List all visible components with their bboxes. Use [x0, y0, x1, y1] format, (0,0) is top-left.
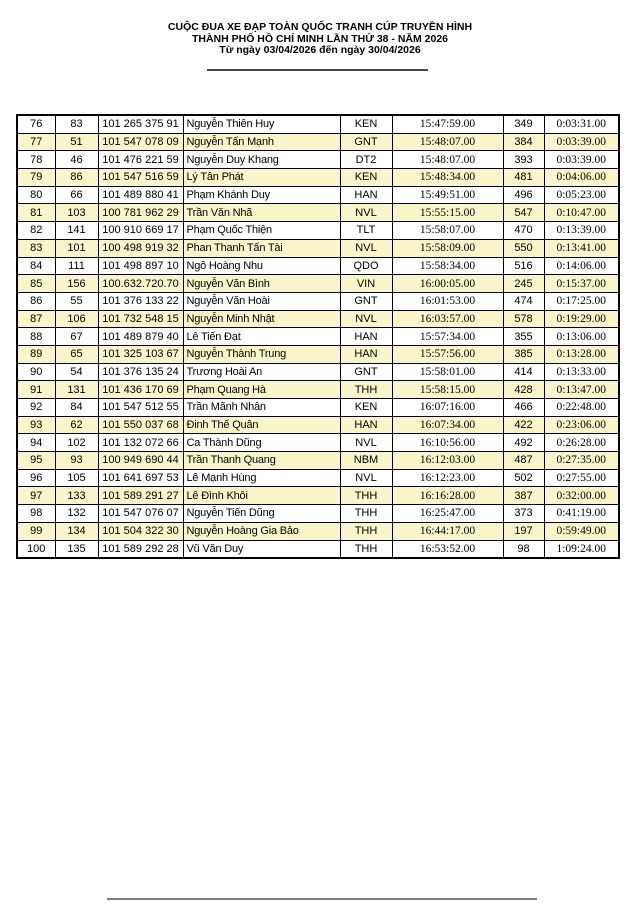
- rider-name-cell: Nguyễn Tấn Mạnh: [183, 133, 340, 151]
- rank-cell: 90: [17, 363, 55, 381]
- team-code-cell: NBM: [340, 452, 392, 470]
- team-code-cell: KEN: [340, 399, 392, 417]
- bib-number-cell: 131: [55, 381, 98, 399]
- uci-id-cell: 101 376 135 24: [98, 363, 183, 381]
- points-cell: 349: [503, 115, 544, 133]
- uci-id-cell: 101 589 291 27: [98, 487, 183, 505]
- bib-number-cell: 135: [55, 540, 98, 558]
- table-row: [17, 363, 619, 381]
- bib-number-cell: 101: [55, 239, 98, 257]
- rider-name-cell: Nguyễn Tiến Dũng: [183, 505, 340, 523]
- table-row: [17, 328, 619, 346]
- table-row: [17, 345, 619, 363]
- rank-cell: 91: [17, 381, 55, 399]
- bib-number-cell: 103: [55, 204, 98, 222]
- rank-cell: 84: [17, 257, 55, 275]
- time-gap-cell: 0:26:28.00: [544, 434, 619, 452]
- team-code-cell: HAN: [340, 328, 392, 346]
- time-gap-cell: 1:09:24.00: [544, 540, 619, 558]
- points-cell: 550: [503, 239, 544, 257]
- rank-cell: 96: [17, 469, 55, 487]
- table-row: [17, 487, 619, 505]
- uci-id-cell: 101 325 103 67: [98, 345, 183, 363]
- table-row: [17, 540, 619, 558]
- uci-id-cell: 100 781 962 29: [98, 204, 183, 222]
- finish-time-cell: 16:07:34.00: [392, 416, 503, 434]
- time-gap-cell: 0:41:19.00: [544, 505, 619, 523]
- rider-name-cell: Phạm Quốc Thiện: [183, 222, 340, 240]
- team-code-cell: KEN: [340, 115, 392, 133]
- table-row: [17, 133, 619, 151]
- points-cell: 414: [503, 363, 544, 381]
- points-cell: 387: [503, 487, 544, 505]
- finish-time-cell: 15:58:15.00: [392, 381, 503, 399]
- bib-number-cell: 54: [55, 363, 98, 381]
- team-code-cell: QDO: [340, 257, 392, 275]
- points-cell: 578: [503, 310, 544, 328]
- points-cell: 393: [503, 151, 544, 169]
- finish-time-cell: 16:12:03.00: [392, 452, 503, 470]
- rank-cell: 95: [17, 452, 55, 470]
- finish-time-cell: 15:57:34.00: [392, 328, 503, 346]
- uci-id-cell: 101 376 133 22: [98, 292, 183, 310]
- rank-cell: 97: [17, 487, 55, 505]
- rank-cell: 78: [17, 151, 55, 169]
- points-cell: 245: [503, 275, 544, 293]
- rider-name-cell: Ngô Hoàng Nhu: [183, 257, 340, 275]
- team-code-cell: GNT: [340, 292, 392, 310]
- uci-id-cell: 101 498 897 10: [98, 257, 183, 275]
- finish-time-cell: 16:03:57.00: [392, 310, 503, 328]
- table-row: [17, 222, 619, 240]
- uci-id-cell: 101 589 292 28: [98, 540, 183, 558]
- bib-number-cell: 62: [55, 416, 98, 434]
- bib-number-cell: 133: [55, 487, 98, 505]
- time-gap-cell: 0:19:29.00: [544, 310, 619, 328]
- rider-name-cell: Nguyễn Văn Bình: [183, 275, 340, 293]
- time-gap-cell: 0:13:39.00: [544, 222, 619, 240]
- race-title-line-2: THÀNH PHỐ HỒ CHÍ MINH LẦN THỨ 38 - NĂM 2026: [191, 32, 449, 45]
- rank-cell: 93: [17, 416, 55, 434]
- points-cell: 384: [503, 133, 544, 151]
- rider-name-cell: Lê Mạnh Hùng: [183, 469, 340, 487]
- uci-id-cell: 101 547 078 09: [98, 133, 183, 151]
- table-row: [17, 239, 619, 257]
- table-row: [17, 416, 619, 434]
- time-gap-cell: 0:13:41.00: [544, 239, 619, 257]
- table-row: [17, 292, 619, 310]
- rider-name-cell: Nguyễn Thiên Huy: [183, 115, 340, 133]
- table-row: [17, 169, 619, 187]
- finish-time-cell: 16:12:23.00: [392, 469, 503, 487]
- team-code-cell: THH: [340, 505, 392, 523]
- team-code-cell: THH: [340, 540, 392, 558]
- time-gap-cell: 0:27:55.00: [544, 469, 619, 487]
- points-cell: 355: [503, 328, 544, 346]
- table-row: [17, 186, 619, 204]
- rank-cell: 86: [17, 292, 55, 310]
- finish-time-cell: 15:49:51.00: [392, 186, 503, 204]
- points-cell: 516: [503, 257, 544, 275]
- rider-name-cell: Phạm Quang Hà: [183, 381, 340, 399]
- time-gap-cell: 0:59:49.00: [544, 522, 619, 540]
- rider-name-cell: Vũ Văn Duy: [183, 540, 340, 558]
- rank-cell: 81: [17, 204, 55, 222]
- finish-time-cell: 15:48:07.00: [392, 133, 503, 151]
- finish-time-cell: 16:07:16.00: [392, 399, 503, 417]
- time-gap-cell: 0:22:48.00: [544, 399, 619, 417]
- rider-name-cell: Trần Văn Nhã: [183, 204, 340, 222]
- table-row: [17, 381, 619, 399]
- rider-name-cell: Lê Tiến Đạt: [183, 328, 340, 346]
- rider-name-cell: Nguyễn Văn Hoài: [183, 292, 340, 310]
- bib-number-cell: 66: [55, 186, 98, 204]
- uci-id-cell: 101 504 322 30: [98, 522, 183, 540]
- team-code-cell: HAN: [340, 186, 392, 204]
- rank-cell: 76: [17, 115, 55, 133]
- bib-number-cell: 83: [55, 115, 98, 133]
- team-code-cell: NVL: [340, 434, 392, 452]
- rider-name-cell: Nguyễn Minh Nhật: [183, 310, 340, 328]
- points-cell: 474: [503, 292, 544, 310]
- points-cell: 428: [503, 381, 544, 399]
- bib-number-cell: 51: [55, 133, 98, 151]
- points-cell: 481: [503, 169, 544, 187]
- uci-id-cell: 101 547 512 55: [98, 399, 183, 417]
- points-cell: 422: [503, 416, 544, 434]
- bib-number-cell: 156: [55, 275, 98, 293]
- rank-cell: 87: [17, 310, 55, 328]
- rank-cell: 100: [17, 540, 55, 558]
- points-cell: 547: [503, 204, 544, 222]
- uci-id-cell: 100.632.720.70: [98, 275, 183, 293]
- team-code-cell: KEN: [340, 169, 392, 187]
- points-cell: 487: [503, 452, 544, 470]
- rider-name-cell: Trần Thanh Quang: [183, 452, 340, 470]
- bib-number-cell: 105: [55, 469, 98, 487]
- table-row: [17, 434, 619, 452]
- rider-name-cell: Nguyễn Hoàng Gia Bảo: [183, 522, 340, 540]
- table-row: [17, 522, 619, 540]
- uci-id-cell: 100 949 690 44: [98, 452, 183, 470]
- rank-cell: 79: [17, 169, 55, 187]
- bib-number-cell: 111: [55, 257, 98, 275]
- finish-time-cell: 15:57:56.00: [392, 345, 503, 363]
- race-title-line-1: CUỘC ĐUA XE ĐẠP TOÀN QUỐC TRANH CÚP TRUYỀN HÌNH: [167, 21, 473, 33]
- race-date-range: Từ ngày 03/04/2026 đến ngày 30/04/2026: [219, 44, 421, 57]
- uci-id-cell: 101 550 037 68: [98, 416, 183, 434]
- bib-number-cell: 65: [55, 345, 98, 363]
- rank-cell: 85: [17, 275, 55, 293]
- finish-time-cell: 15:58:01.00: [392, 363, 503, 381]
- rider-name-cell: Đinh Thế Quân: [183, 416, 340, 434]
- finish-time-cell: 16:25:47.00: [392, 505, 503, 523]
- uci-id-cell: 101 132 072 66: [98, 434, 183, 452]
- bib-number-cell: 93: [55, 452, 98, 470]
- finish-time-cell: 15:58:34.00: [392, 257, 503, 275]
- rank-cell: 77: [17, 133, 55, 151]
- bib-number-cell: 86: [55, 169, 98, 187]
- rider-name-cell: Lý Tân Phát: [183, 169, 340, 187]
- points-cell: 385: [503, 345, 544, 363]
- table-row: [17, 469, 619, 487]
- uci-id-cell: 100 910 669 17: [98, 222, 183, 240]
- footer-divider-line: [107, 898, 537, 900]
- rider-name-cell: Lê Đình Khôi: [183, 487, 340, 505]
- rank-cell: 80: [17, 186, 55, 204]
- rider-name-cell: Phan Thanh Tấn Tài: [183, 239, 340, 257]
- table-row: [17, 452, 619, 470]
- results-table-body: [17, 115, 619, 558]
- uci-id-cell: 101 547 516 59: [98, 169, 183, 187]
- team-code-cell: VIN: [340, 275, 392, 293]
- points-cell: 98: [503, 540, 544, 558]
- time-gap-cell: 0:13:33.00: [544, 363, 619, 381]
- time-gap-cell: 0:17:25.00: [544, 292, 619, 310]
- uci-id-cell: 101 265 375 91: [98, 115, 183, 133]
- team-code-cell: THH: [340, 487, 392, 505]
- rider-name-cell: Nguyễn Duy Khang: [183, 151, 340, 169]
- bib-number-cell: 134: [55, 522, 98, 540]
- uci-id-cell: 101 489 880 41: [98, 186, 183, 204]
- table-row: [17, 115, 619, 133]
- uci-id-cell: 100 498 919 32: [98, 239, 183, 257]
- time-gap-cell: 0:13:47.00: [544, 381, 619, 399]
- time-gap-cell: 0:03:39.00: [544, 151, 619, 169]
- time-gap-cell: 0:03:31.00: [544, 115, 619, 133]
- bib-number-cell: 132: [55, 505, 98, 523]
- time-gap-cell: 0:03:39.00: [544, 133, 619, 151]
- time-gap-cell: 0:27:35.00: [544, 452, 619, 470]
- team-code-cell: NVL: [340, 310, 392, 328]
- time-gap-cell: 0:15:37.00: [544, 275, 619, 293]
- bib-number-cell: 84: [55, 399, 98, 417]
- finish-time-cell: 15:48:07.00: [392, 151, 503, 169]
- table-row: [17, 257, 619, 275]
- rank-cell: 89: [17, 345, 55, 363]
- table-row: [17, 275, 619, 293]
- uci-id-cell: 101 476 221 59: [98, 151, 183, 169]
- finish-time-cell: 16:44:17.00: [392, 522, 503, 540]
- time-gap-cell: 0:13:06.00: [544, 328, 619, 346]
- uci-id-cell: 101 641 697 53: [98, 469, 183, 487]
- time-gap-cell: 0:05:23.00: [544, 186, 619, 204]
- header-divider-line: [207, 69, 428, 71]
- finish-time-cell: 16:16:28.00: [392, 487, 503, 505]
- rider-name-cell: Nguyễn Thành Trung: [183, 345, 340, 363]
- rank-cell: 92: [17, 399, 55, 417]
- team-code-cell: THH: [340, 381, 392, 399]
- finish-time-cell: 15:55:15.00: [392, 204, 503, 222]
- team-code-cell: NVL: [340, 469, 392, 487]
- rank-cell: 83: [17, 239, 55, 257]
- uci-id-cell: 101 436 170 69: [98, 381, 183, 399]
- rider-name-cell: Trương Hoài An: [183, 363, 340, 381]
- points-cell: 470: [503, 222, 544, 240]
- bib-number-cell: 46: [55, 151, 98, 169]
- bib-number-cell: 102: [55, 434, 98, 452]
- points-cell: 502: [503, 469, 544, 487]
- team-code-cell: TLT: [340, 222, 392, 240]
- points-cell: 197: [503, 522, 544, 540]
- results-table: [16, 114, 620, 559]
- time-gap-cell: 0:23:06.00: [544, 416, 619, 434]
- finish-time-cell: 16:53:52.00: [392, 540, 503, 558]
- finish-time-cell: 15:58:09.00: [392, 239, 503, 257]
- team-code-cell: NVL: [340, 204, 392, 222]
- rank-cell: 98: [17, 505, 55, 523]
- table-row: [17, 204, 619, 222]
- bib-number-cell: 67: [55, 328, 98, 346]
- team-code-cell: HAN: [340, 416, 392, 434]
- table-row: [17, 505, 619, 523]
- finish-time-cell: 15:47:59.00: [392, 115, 503, 133]
- time-gap-cell: 0:13:28.00: [544, 345, 619, 363]
- uci-id-cell: 101 547 076 07: [98, 505, 183, 523]
- rank-cell: 88: [17, 328, 55, 346]
- time-gap-cell: 0:04:06.00: [544, 169, 619, 187]
- team-code-cell: GNT: [340, 133, 392, 151]
- team-code-cell: DT2: [340, 151, 392, 169]
- rank-cell: 94: [17, 434, 55, 452]
- finish-time-cell: 16:10:56.00: [392, 434, 503, 452]
- points-cell: 492: [503, 434, 544, 452]
- rider-name-cell: Trần Mãnh Nhân: [183, 399, 340, 417]
- table-row: [17, 310, 619, 328]
- team-code-cell: NVL: [340, 239, 392, 257]
- points-cell: 466: [503, 399, 544, 417]
- finish-time-cell: 15:48:34.00: [392, 169, 503, 187]
- team-code-cell: THH: [340, 522, 392, 540]
- rank-cell: 99: [17, 522, 55, 540]
- time-gap-cell: 0:32:00.00: [544, 487, 619, 505]
- finish-time-cell: 16:01:53.00: [392, 292, 503, 310]
- rider-name-cell: Phạm Khánh Duy: [183, 186, 340, 204]
- points-cell: 496: [503, 186, 544, 204]
- table-row: [17, 399, 619, 417]
- team-code-cell: GNT: [340, 363, 392, 381]
- document-header: [0, 22, 640, 57]
- points-cell: 373: [503, 505, 544, 523]
- team-code-cell: HAN: [340, 345, 392, 363]
- time-gap-cell: 0:10:47.00: [544, 204, 619, 222]
- time-gap-cell: 0:14:06.00: [544, 257, 619, 275]
- bib-number-cell: 106: [55, 310, 98, 328]
- finish-time-cell: 16:00:05.00: [392, 275, 503, 293]
- table-row: [17, 151, 619, 169]
- rider-name-cell: Ca Thành Dũng: [183, 434, 340, 452]
- finish-time-cell: 15:58:07.00: [392, 222, 503, 240]
- uci-id-cell: 101 489 879 40: [98, 328, 183, 346]
- bib-number-cell: 55: [55, 292, 98, 310]
- uci-id-cell: 101 732 548 15: [98, 310, 183, 328]
- bib-number-cell: 141: [55, 222, 98, 240]
- rank-cell: 82: [17, 222, 55, 240]
